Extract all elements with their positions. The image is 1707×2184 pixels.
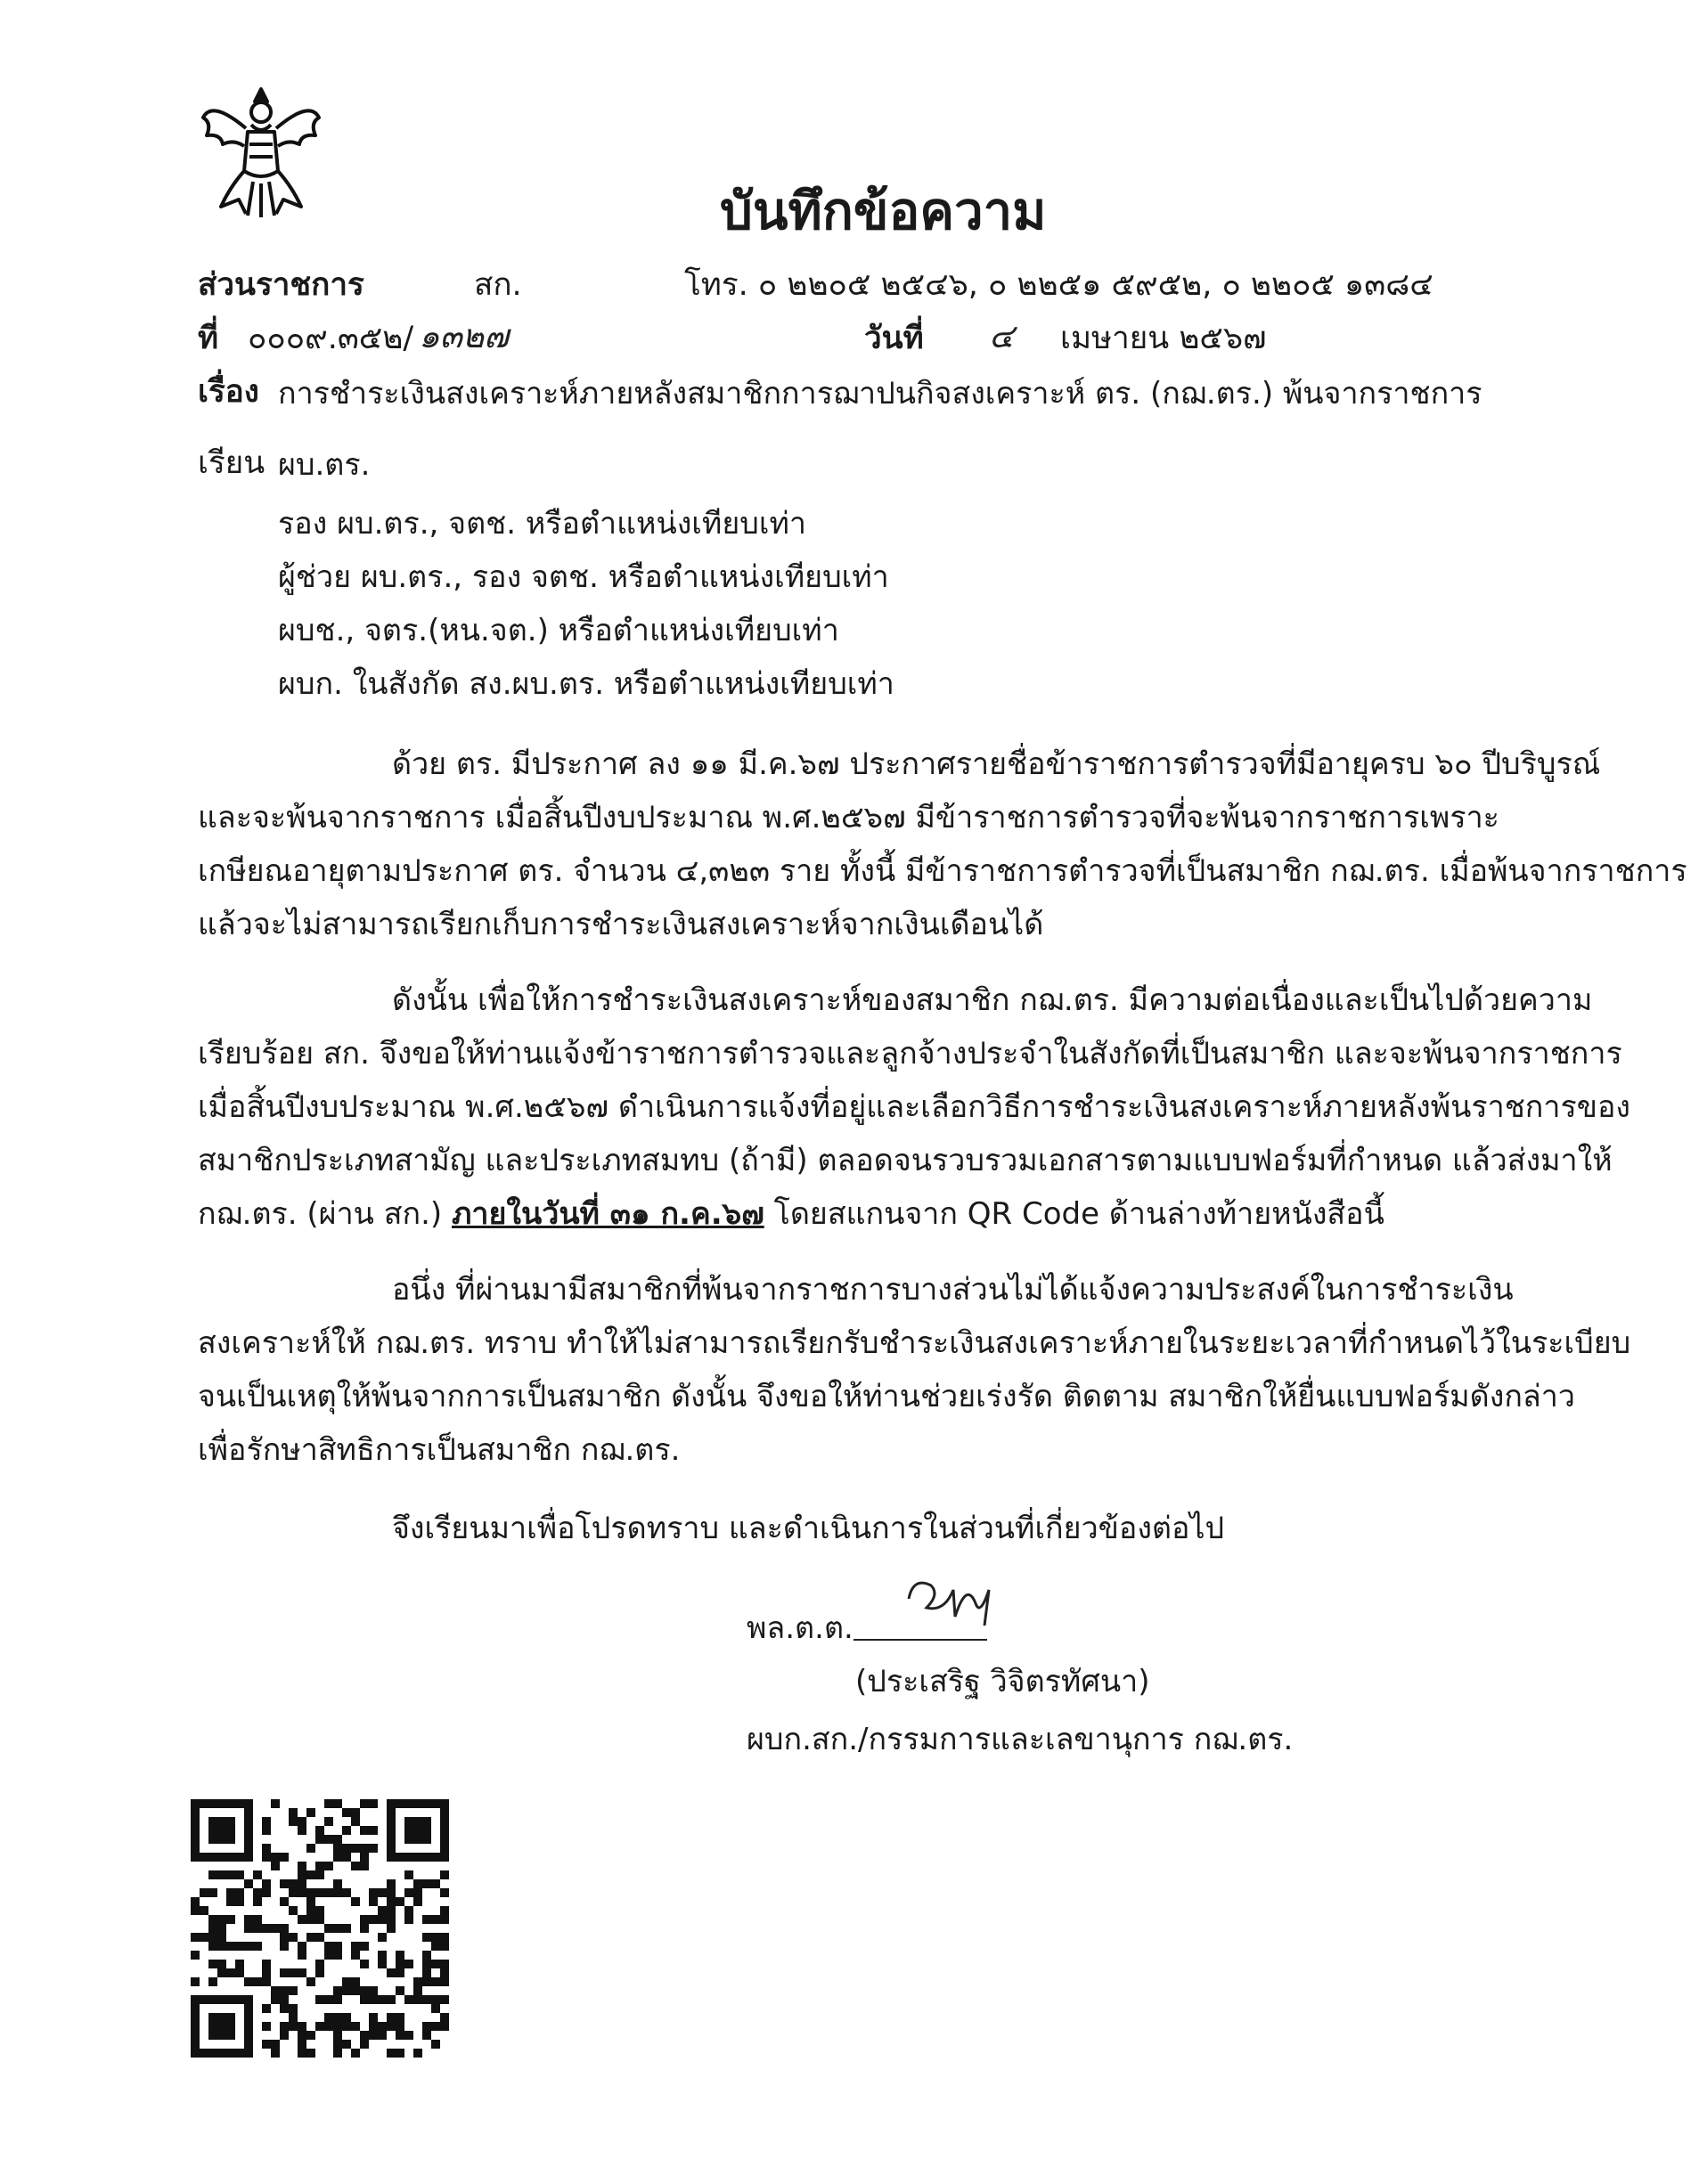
signer-position: ผบก.สก./กรรมการและเลขานุการ กฌ.ตร. bbox=[747, 1722, 1294, 1757]
subject-text: การชำระเงินสงเคราะห์ภายหลังสมาชิกการฌาปนกิจสงเคราะห์ ตร. (กฌ.ตร.) พ้นจากราชการ bbox=[278, 376, 1482, 412]
signature-line bbox=[854, 1639, 987, 1641]
signer-name: (ประเสริฐ วิจิตรทัศนา) bbox=[855, 1664, 1150, 1699]
to-recipient: รอง ผบ.ตร., จตช. หรือตำแหน่งเทียบเท่า bbox=[278, 506, 806, 542]
deadline-suffix: โดยสแกนจาก QR Code ด้านล่างท้ายหนังสือนี้ bbox=[764, 1196, 1384, 1232]
to-label: เรียน bbox=[198, 445, 265, 481]
subject-label: เรื่อง bbox=[198, 374, 259, 410]
paragraph-3-line: เพื่อรักษาสิทธิการเป็นสมาชิก กฌ.ตร. bbox=[198, 1432, 681, 1468]
qr-code-icon bbox=[191, 1799, 449, 2058]
paragraph-1-line: และจะพ้นจากราชการ เมื่อสิ้นปีงบประมาณ พ.ศ.๒๕๖๗ มีข้าราชการตำรวจที่จะพ้นจากราชการเพราะ bbox=[198, 800, 1499, 835]
closing-line: จึงเรียนมาเพื่อโปรดทราบ และดำเนินการในส่วนที่เกี่ยวข้องต่อไป bbox=[392, 1511, 1225, 1546]
paragraph-1-line: ด้วย ตร. มีประกาศ ลง ๑๑ มี.ค.๖๗ ประกาศรายชื่อข้าราชการตำรวจที่มีอายุครบ ๖๐ ปีบริบูรณ์ bbox=[392, 746, 1601, 782]
paragraph-2-line: เรียบร้อย สก. จึงขอให้ท่านแจ้งข้าราชการตำรวจและลูกจ้างประจำในสังกัดที่เป็นสมาชิก และจะพ้นจากราชการ bbox=[198, 1036, 1622, 1072]
to-recipient: ผบช., จตร.(หน.จต.) หรือตำแหน่งเทียบเท่า bbox=[278, 613, 839, 648]
paragraph-2-line: สมาชิกประเภทสามัญ และประเภทสมทบ (ถ้ามี) ตลอดจนรวบรวมเอกสารตามแบบฟอร์มที่กำหนด แล้วส่งมาให้ bbox=[198, 1143, 1613, 1178]
deadline-text: ภายในวันที่ ๓๑ ก.ค.๖๗ bbox=[451, 1196, 764, 1232]
to-recipient: ผบก. ในสังกัด สง.ผบ.ตร. หรือตำแหน่งเทียบเท่า bbox=[278, 666, 894, 702]
to-recipient: ผู้ช่วย ผบ.ตร., รอง จตช. หรือตำแหน่งเทียบเท่า bbox=[278, 559, 889, 595]
paragraph-2-last-line bbox=[198, 1189, 1384, 1237]
paragraph-1-line: เกษียณอายุตามประกาศ ตร. จำนวน ๔,๓๒๓ ราย ทั้งนี้ มีข้าราชการตำรวจที่เป็นสมาชิก กฌ.ตร. เมื่อพ้นจากราชการ bbox=[198, 853, 1687, 889]
to-recipient-main: ผบ.ตร. bbox=[278, 447, 371, 483]
reference-label: ที่ bbox=[198, 321, 219, 356]
date-month-year: เมษายน ๒๕๖๗ bbox=[1060, 321, 1267, 356]
deadline-prefix: กฌ.ตร. (ผ่าน สก.) bbox=[198, 1196, 452, 1232]
paragraph-3-line: จนเป็นเหตุให้พ้นจากการเป็นสมาชิก ดังนั้น จึงขอให้ท่านช่วยเร่งรัด ติดตาม สมาชิกให้ยื่นแบบฟอร์มดังกล่าว bbox=[198, 1379, 1575, 1414]
paragraph-2-line: เมื่อสิ้นปีงบประมาณ พ.ศ.๒๕๖๗ ดำเนินการแจ้งที่อยู่และเลือกวิธีการชำระเงินสงเคราะห์ภายหลังพ้นราชการของ bbox=[198, 1089, 1631, 1125]
signer-rank: พล.ต.ต. bbox=[747, 1610, 854, 1646]
phone-numbers: โทร. ๐ ๒๒๐๕ ๒๕๔๖, ๐ ๒๒๕๑ ๕๙๕๒, ๐ ๒๒๐๕ ๑๓๘๔ bbox=[684, 267, 1433, 303]
paragraph-2-line: ดังนั้น เพื่อให้การชำระเงินสงเคราะห์ของสมาชิก กฌ.ตร. มีความต่อเนื่องและเป็นไปด้วยความ bbox=[392, 982, 1593, 1018]
paragraph-3-line: สงเคราะห์ให้ กฌ.ตร. ทราบ ทำให้ไม่สามารถเรียกรับชำระเงินสงเคราะห์ภายในระยะเวลาที่กำหนดไว้ในระเบียบ bbox=[198, 1325, 1631, 1361]
date-label: วันที่ bbox=[864, 321, 924, 356]
reference-number: ๐๐๐๙.๓๕๒/ bbox=[248, 321, 414, 356]
memo-title: บันทึกข้อความ bbox=[720, 181, 1047, 241]
date-day: ๔ bbox=[989, 317, 1015, 355]
agency-label: ส่วนราชการ bbox=[198, 267, 364, 303]
paragraph-3-line: อนึ่ง ที่ผ่านมามีสมาชิกที่พ้นจากราชการบางส่วนไม่ได้แจ้งความประสงค์ในการชำระเงิน bbox=[392, 1272, 1514, 1308]
agency-value: สก. bbox=[474, 267, 522, 303]
reference-handwritten-number: ๑๓๒๗ bbox=[419, 317, 509, 355]
handwritten-signature bbox=[891, 1563, 1025, 1630]
paragraph-1-line: แล้วจะไม่สามารถเรียกเก็บการชำระเงินสงเคราะห์จากเงินเดือนได้ bbox=[198, 907, 1044, 942]
garuda-emblem-icon bbox=[194, 82, 328, 224]
